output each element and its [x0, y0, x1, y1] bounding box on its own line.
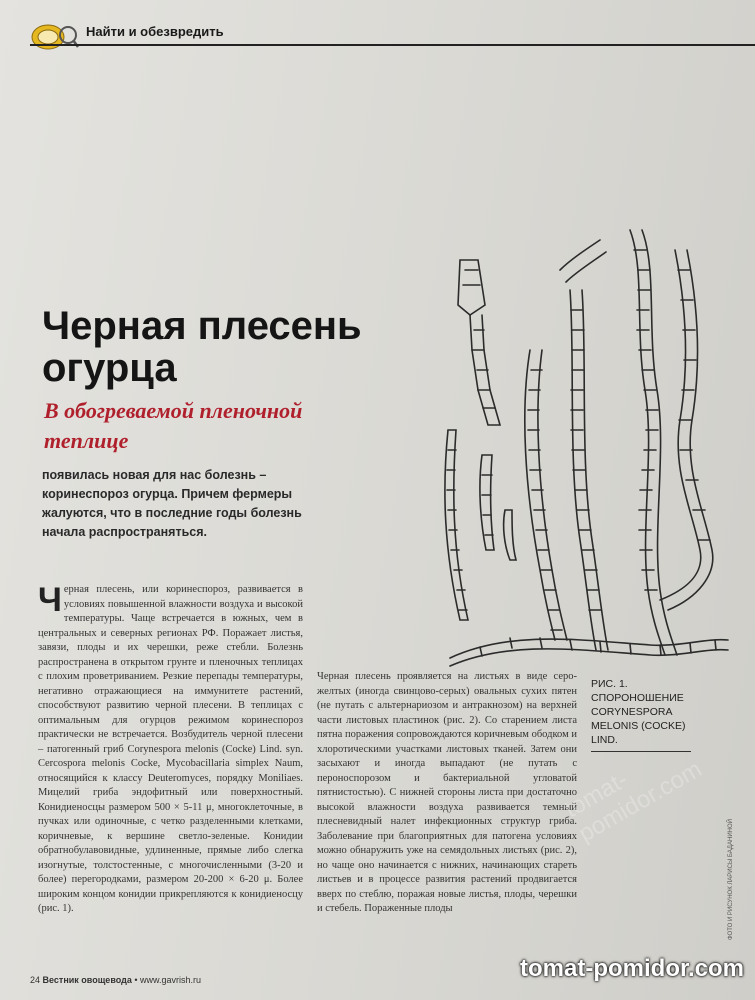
figure-caption-text: РИС. 1. СПОРОНОШЕНИЕ CORYNESPORA MELONIS (COCKE) LIND.: [591, 678, 686, 746]
magazine-name: Вестник овощевода: [42, 975, 132, 985]
site-watermark: tomat-pomidor.com: [520, 955, 745, 982]
footer-separator: •: [134, 975, 138, 985]
article-column-1: [38, 583, 303, 917]
page-footer: [30, 975, 201, 985]
article-subtitle: В обогреваемой пленочной теплице: [44, 398, 303, 453]
column-1-text: ерная плесень, или коринеспороз, развивается в условиях повышенной влажности воздуха и высокой температуры. Чаще встречается в южных, чем в центральных и северных регионах РФ. Поражает листья, завязи, плоды и их черешки, реже стебли. Болезнь распространена в открытом грунте и пленочных теплицах с плохим проветриванием. Резкие перепады температуры, негативно отражающиеся на иммунитете растений, способствуют развитию черной плесени. В теплицах с оптимальным для огурцов режимом коринеспороз практически не встречается. Возбудитель черной плесени – патогенный гриб Corynespora melonis (Cocke) Lind. syn. Cercospora melonis Cocke, Mycobacillaria simplex Naum, относящийся к классу Deuteromyces, порядку Moniliaes. Мицелий гриба эндофитный или поверхностный. Конидиеносцы размером 500 × 5-11 μ, многоклеточные, в пучках или одиночные, с четко разделенными клетками, коричневые, к вершине светло-зеленые. Конидии обратнобулавовидные, удлиненные, прямые либо слегка изогнутые, толстостенные, с многочисленными (3-20 и более) перегородками, размером 20-200 × 6-20 μ. Более широким концом конидии прикрепляются к конидиеносцу (рис. 1).: [38, 584, 303, 914]
article-lead: появилась новая для нас болезнь – коринеспороз огурца. Причем фермеры жалуются, что в последние годы болезнь начала распространяться.: [42, 468, 302, 539]
article-column-2: Черная плесень проявляется на листьях в виде серо-желтых (иногда свинцово-серых) овальных сухих пятен (не путать с альтернариозом и антракнозом) на верхней части листовых пластинок (рис. 2). Со старением листа пятна поражения сопровождаются коричневым ободком и хлоротическими участками листовых тканей. Затем они засыхают и иногда выпадают (не путать с пероноспорозом и бактериальной угловатой пятнистостью). С нижней стороны листа при достаточно высокой влажности воздуха развивается темный плесневидный налет инфекционных структур гриба. Заболевание при благоприятных для патогена условиях можно обнаружить уже на семядольных листьях (рис. 2), но чаще оно начинается с нижних, начинающих стареть листьев и в процессе развития растений продвигается вверх по стеблю, поражая новые листья, плоды, черешки и стебель. Пораженные плоды: [317, 671, 577, 914]
article-title: Черная плесень огурца: [42, 304, 362, 390]
page-number: 24: [30, 975, 41, 985]
section-label: Найти и обезвредить: [86, 24, 224, 39]
diagonal-watermark: tomat-pomidor.com: [560, 755, 707, 848]
fungus-sporulation-illustration: [430, 210, 730, 670]
drop-cap: Ч: [38, 581, 62, 619]
magnifier-logo-icon: [30, 22, 80, 52]
magazine-url[interactable]: www.gavrish.ru: [140, 975, 202, 985]
photo-credit: ФОТО И РИСУНОК ЛАРИСЫ БАДАНИНОЙ: [728, 819, 734, 940]
header-rule: [30, 44, 755, 46]
